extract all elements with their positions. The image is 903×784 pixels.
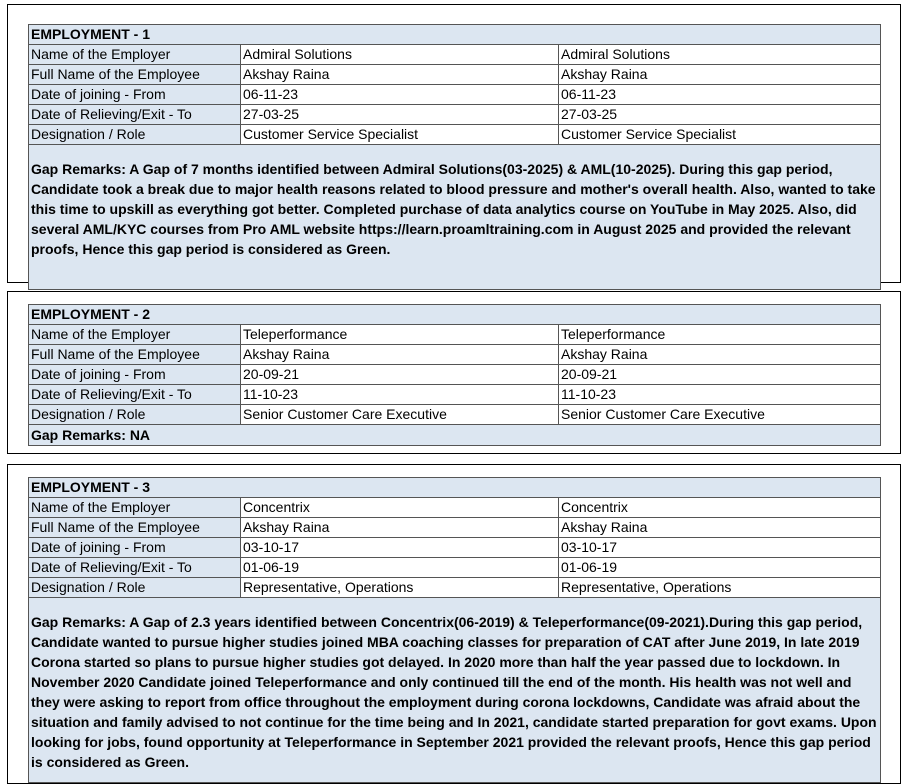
employer-label: Name of the Employer [29,45,241,65]
joining-label: Date of joining - From [29,538,241,558]
table-row [29,305,881,325]
joining-verified-value: 03-10-17 [559,538,881,558]
table-row [29,45,881,65]
designation-label: Designation / Role [29,125,241,145]
employee-label: Full Name of the Employee [29,345,241,365]
designation-verified-value: Customer Service Specialist [559,125,881,145]
table-row [29,578,881,598]
relieving-verified-value: 27-03-25 [559,105,881,125]
designation-verified-value: Senior Customer Care Executive [559,405,881,425]
employment-title: EMPLOYMENT - 1 [29,25,881,45]
employment-3-table [28,477,881,783]
relieving-value: 27-03-25 [241,105,559,125]
employment-1-table [28,24,881,290]
employer-value: Concentrix [241,498,559,518]
relieving-label: Date of Relieving/Exit - To [29,105,241,125]
table-row [29,365,881,385]
joining-label: Date of joining - From [29,85,241,105]
table-row [29,345,881,365]
designation-verified-value: Representative, Operations [559,578,881,598]
employee-verified-value: Akshay Raina [559,518,881,538]
gap-remarks: Gap Remarks: A Gap of 2.3 years identified between Concentrix(06-2019) & Teleperformance(09-2021).During this gap period, Candidate wanted to pursue higher studies joined MBA coaching classes for preparation of CAT after June 2019, In late 2019 Corona started so plans to pursue higher studies got delayed. In 2020 more than half the year passed due to lockdown. In November 2020 Candidate joined Teleperformance and only continued till the end of the month. His health was not well and they were asking to report from office throughout the employment during corona lockdowns, Candidate was afraid about the situation and family advised to not continue for the time being and In 2021, candidate started preparation for govt exams. Upon looking for jobs, found opportunity at Teleperformance in September 2021 provided the relevant proofs, Hence this gap period is considered as Green. [29,598,881,783]
table-row [29,325,881,345]
relieving-verified-value: 11-10-23 [559,385,881,405]
employee-label: Full Name of the Employee [29,518,241,538]
employer-value: Teleperformance [241,325,559,345]
gap-remarks: Gap Remarks: A Gap of 7 months identified between Admiral Solutions(03-2025) & AML(10-2025). During this gap period, Candidate took a break due to major health reasons related to blood pressure and mother's overall health. Also, wanted to take this time to upskill as everything got better. Completed purchase of data analytics course on YouTube in May 2025. Also, did several AML/KYC courses from Pro AML website https://learn.proamltraining.com in August 2025 and provided the relevant proofs, Hence this gap period is considered as Green. [29,145,881,290]
designation-value: Senior Customer Care Executive [241,405,559,425]
employment-2-table [28,304,881,446]
employee-value: Akshay Raina [241,345,559,365]
table-row [29,598,881,783]
employment-title: EMPLOYMENT - 2 [29,305,881,325]
employer-label: Name of the Employer [29,498,241,518]
employer-verified-value: Admiral Solutions [559,45,881,65]
employee-value: Akshay Raina [241,65,559,85]
employment-3-panel [7,464,901,784]
gap-remarks: Gap Remarks: NA [29,425,881,446]
table-row [29,385,881,405]
employee-value: Akshay Raina [241,518,559,538]
designation-value: Representative, Operations [241,578,559,598]
table-row [29,558,881,578]
relieving-verified-value: 01-06-19 [559,558,881,578]
employer-value: Admiral Solutions [241,45,559,65]
employer-verified-value: Concentrix [559,498,881,518]
table-row [29,105,881,125]
table-row [29,25,881,45]
table-row [29,538,881,558]
joining-value: 06-11-23 [241,85,559,105]
joining-value: 03-10-17 [241,538,559,558]
employer-label: Name of the Employer [29,325,241,345]
table-row [29,498,881,518]
employment-1-panel [7,4,901,283]
table-row [29,125,881,145]
employee-label: Full Name of the Employee [29,65,241,85]
table-row [29,405,881,425]
relieving-value: 11-10-23 [241,385,559,405]
relieving-label: Date of Relieving/Exit - To [29,385,241,405]
relieving-label: Date of Relieving/Exit - To [29,558,241,578]
table-row [29,478,881,498]
designation-label: Designation / Role [29,405,241,425]
designation-label: Designation / Role [29,578,241,598]
employer-verified-value: Teleperformance [559,325,881,345]
employee-verified-value: Akshay Raina [559,65,881,85]
table-row [29,145,881,290]
table-row [29,425,881,446]
joining-verified-value: 06-11-23 [559,85,881,105]
relieving-value: 01-06-19 [241,558,559,578]
joining-label: Date of joining - From [29,365,241,385]
joining-verified-value: 20-09-21 [559,365,881,385]
designation-value: Customer Service Specialist [241,125,559,145]
employment-2-panel [7,291,901,454]
table-row [29,65,881,85]
table-row [29,518,881,538]
employee-verified-value: Akshay Raina [559,345,881,365]
employment-title: EMPLOYMENT - 3 [29,478,881,498]
table-row [29,85,881,105]
joining-value: 20-09-21 [241,365,559,385]
